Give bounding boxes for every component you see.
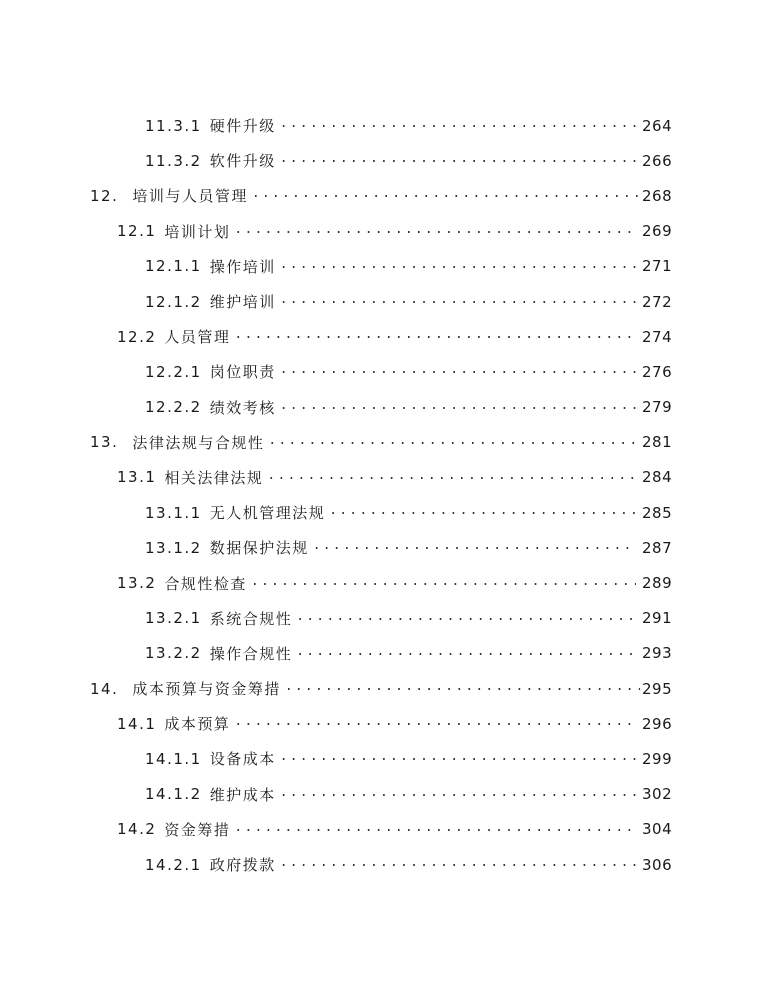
toc-entry-heading [145, 502, 325, 523]
toc-entry-heading [117, 819, 230, 840]
toc-entry-title: 人员管理 [164, 328, 231, 347]
dot-leader [252, 186, 640, 201]
toc-entry-number: 12.1.2 [145, 292, 202, 311]
dot-leader [280, 362, 636, 377]
toc-entry-heading [117, 467, 263, 488]
toc-entry-number: 11.3.2 [145, 151, 202, 170]
toc-entry-title: 培训计划 [164, 222, 231, 241]
toc-entry-title: 设备成本 [209, 750, 276, 769]
toc-entry-page-number: 281 [642, 433, 673, 452]
toc-entry-title: 维护成本 [209, 785, 276, 804]
toc-entry-12[interactable] [0, 178, 765, 213]
toc-entry-page-number: 291 [642, 609, 673, 628]
toc-entry-heading [145, 854, 276, 875]
toc-entry-heading [145, 256, 276, 277]
toc-entry-page-number: 285 [642, 503, 673, 522]
toc-entry-number: 14. [90, 679, 119, 698]
toc-entry-13-1[interactable] [0, 460, 765, 495]
toc-entry-number: 12.2.1 [145, 362, 202, 381]
toc-entry-page-number: 306 [642, 855, 673, 874]
toc-entry-title: 硬件升级 [209, 117, 276, 136]
toc-entry-13-1-1[interactable] [0, 495, 765, 530]
toc-entry-heading [145, 784, 276, 805]
toc-entry-number: 12.1.1 [145, 257, 202, 276]
toc-entry-heading [145, 115, 276, 136]
toc-entry-12-1-2[interactable] [0, 284, 765, 319]
toc-entry-page-number: 272 [642, 292, 673, 311]
toc-entry-page-number: 269 [642, 222, 673, 241]
toc-entry-title: 无人机管理法规 [209, 504, 326, 523]
toc-entry-number: 14.2 [117, 820, 157, 839]
toc-entry-12-2[interactable] [0, 319, 765, 354]
toc-entry-13-1-2[interactable] [0, 530, 765, 565]
toc-entry-12-2-1[interactable] [0, 354, 765, 389]
toc-entry-title: 合规性检查 [164, 574, 247, 593]
table-of-contents [0, 108, 765, 882]
toc-entry-heading [117, 326, 230, 347]
toc-entry-page-number: 304 [642, 820, 673, 839]
toc-entry-page-number: 302 [642, 785, 673, 804]
toc-entry-13-2-2[interactable] [0, 636, 765, 671]
toc-entry-number: 14.1.1 [145, 749, 202, 768]
dot-leader [280, 785, 636, 800]
toc-entry-heading [145, 361, 276, 382]
dot-leader [234, 820, 636, 835]
toc-entry-heading [145, 608, 292, 629]
toc-entry-title: 操作合规性 [209, 644, 293, 663]
toc-entry-title: 岗位职责 [209, 363, 276, 382]
dot-leader [296, 644, 636, 659]
toc-entry-11-3-1[interactable] [0, 108, 765, 143]
toc-entry-number: 13.1.1 [145, 503, 202, 522]
toc-entry-page-number: 274 [642, 327, 673, 346]
toc-entry-11-3-2[interactable] [0, 143, 765, 178]
dot-leader [280, 398, 636, 413]
toc-entry-number: 13.1 [117, 468, 157, 487]
toc-entry-heading [117, 713, 230, 734]
toc-entry-title: 数据保护法规 [209, 539, 309, 558]
toc-entry-13[interactable] [0, 425, 765, 460]
toc-entry-number: 13.1.2 [145, 538, 202, 557]
toc-entry-title: 系统合规性 [209, 609, 293, 628]
toc-entry-number: 12. [90, 186, 119, 205]
toc-entry-page-number: 268 [642, 186, 673, 205]
toc-entry-page-number: 289 [642, 574, 673, 593]
toc-entry-heading [145, 748, 276, 769]
toc-entry-13-2-1[interactable] [0, 601, 765, 636]
toc-entry-title: 政府拨款 [209, 856, 276, 875]
toc-entry-title: 操作培训 [209, 257, 276, 276]
toc-entry-number: 14.1.2 [145, 785, 202, 804]
toc-entry-title: 绩效考核 [209, 398, 276, 417]
toc-entry-14-1-1[interactable] [0, 741, 765, 776]
dot-leader [296, 609, 636, 624]
dot-leader [280, 292, 636, 307]
toc-entry-heading [145, 291, 276, 312]
dot-leader [313, 538, 636, 553]
toc-entry-heading [90, 185, 248, 206]
toc-entry-heading [117, 573, 247, 594]
dot-leader [280, 151, 636, 166]
toc-entry-page-number: 271 [642, 257, 673, 276]
toc-entry-number: 12.1 [117, 222, 157, 241]
toc-entry-page-number: 299 [642, 749, 673, 768]
dot-leader [234, 222, 636, 237]
toc-entry-14-2-1[interactable] [0, 847, 765, 882]
toc-entry-page-number: 279 [642, 398, 673, 417]
toc-entry-number: 14.1 [117, 714, 157, 733]
toc-entry-heading [90, 678, 281, 699]
toc-entry-heading [145, 643, 292, 664]
toc-entry-page-number: 284 [642, 468, 673, 487]
toc-entry-12-1[interactable] [0, 214, 765, 249]
toc-entry-heading [145, 150, 276, 171]
toc-entry-title: 培训与人员管理 [132, 187, 248, 206]
toc-entry-14-1[interactable] [0, 706, 765, 741]
dot-leader [285, 679, 640, 694]
toc-entry-14-2[interactable] [0, 812, 765, 847]
toc-entry-title: 相关法律法规 [164, 468, 264, 487]
dot-leader [251, 574, 636, 589]
toc-entry-number: 13.2 [117, 574, 157, 593]
dot-leader [280, 116, 636, 131]
toc-entry-number: 11.3.1 [145, 116, 202, 135]
dot-leader [280, 855, 636, 870]
toc-entry-page-number: 264 [642, 116, 673, 135]
toc-entry-14[interactable] [0, 671, 765, 706]
dot-leader [267, 468, 636, 483]
toc-entry-12-1-1[interactable] [0, 249, 765, 284]
toc-entry-title: 成本预算 [164, 715, 231, 734]
toc-entry-13-2[interactable] [0, 565, 765, 600]
toc-entry-page-number: 276 [642, 362, 673, 381]
dot-leader [280, 749, 636, 764]
toc-entry-number: 13.2.1 [145, 609, 202, 628]
toc-entry-title: 软件升级 [209, 152, 276, 171]
toc-entry-heading [145, 537, 309, 558]
dot-leader [234, 714, 636, 729]
toc-entry-page-number: 287 [642, 538, 673, 557]
toc-entry-page-number: 296 [642, 714, 673, 733]
toc-entry-title: 成本预算与资金筹措 [132, 680, 281, 699]
dot-leader [329, 503, 636, 518]
toc-entry-page-number: 295 [642, 679, 673, 698]
toc-entry-heading [145, 397, 276, 418]
dot-leader [234, 327, 636, 342]
toc-entry-number: 13.2.2 [145, 644, 202, 663]
toc-entry-number: 13. [90, 433, 119, 452]
toc-entry-12-2-2[interactable] [0, 390, 765, 425]
toc-entry-page-number: 266 [642, 151, 673, 170]
toc-entry-title: 法律法规与合规性 [132, 433, 265, 452]
toc-entry-number: 14.2.1 [145, 855, 202, 874]
toc-entry-title: 资金筹措 [164, 820, 231, 839]
toc-entry-page-number: 293 [642, 644, 673, 663]
toc-entry-heading [90, 432, 264, 453]
toc-entry-heading [117, 221, 230, 242]
toc-entry-number: 12.2.2 [145, 398, 202, 417]
dot-leader [268, 433, 640, 448]
toc-entry-14-1-2[interactable] [0, 777, 765, 812]
toc-entry-title: 维护培训 [209, 293, 276, 312]
dot-leader [280, 257, 636, 272]
toc-entry-number: 12.2 [117, 327, 157, 346]
